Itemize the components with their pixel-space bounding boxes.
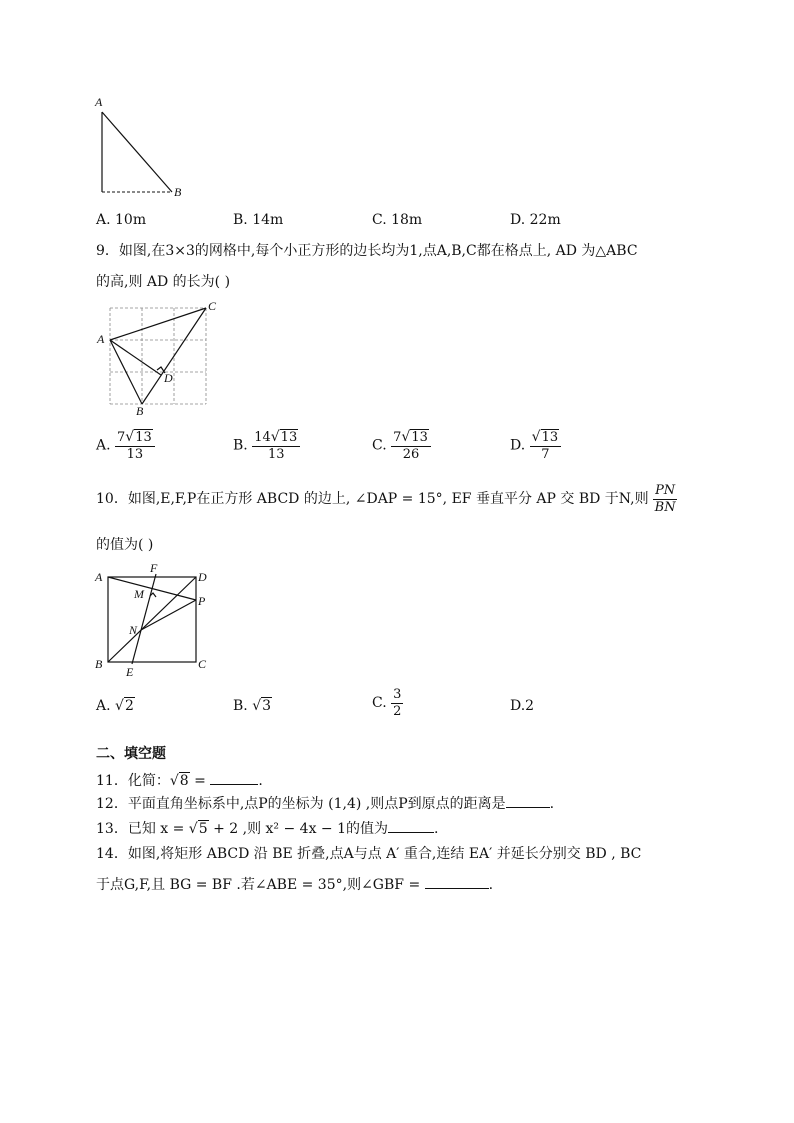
q10-question-line1 — [96, 484, 677, 514]
q8-label-b: B — [174, 185, 182, 199]
q9-option-c[interactable]: C. $\frac{7√13}{26}$ — [372, 430, 431, 461]
q9-option-b[interactable]: B. $\frac{14√13}{13}$ — [233, 430, 300, 461]
q11-question: 11．化简：√8 = . — [96, 773, 263, 789]
q10-label-m: M — [134, 587, 144, 601]
q10-option-a[interactable]: A. √2 — [96, 698, 134, 714]
q10-question-text: 10．如图,E,F,P在正方形 ABCD 的边上, ∠DAP = 15°, EF 垂直平分 AP 交 BD 于N,则 — [96, 491, 649, 508]
q11-answer-blank[interactable] — [210, 784, 258, 785]
q8-option-b[interactable]: B. 14m — [233, 212, 284, 228]
q10-option-d[interactable]: D.2 — [510, 698, 535, 714]
q8-label-a: A — [95, 95, 103, 109]
q10-label-e: E — [126, 665, 134, 679]
q9-label-a: A — [97, 332, 105, 346]
q8-option-a[interactable]: A. 10m — [96, 212, 147, 228]
q10-label-d: D — [198, 570, 207, 584]
q10-label-p: P — [198, 594, 206, 608]
q14-question-line2: 于点G,F,且 BG = BF .若∠ABE = 35°,则∠GBF = . — [96, 877, 494, 893]
q10-label-c: C — [198, 657, 207, 671]
q9-question-line2: 的高,则 AD 的长为( ) — [96, 274, 231, 290]
section-heading-fill-in: 二、填空题 — [96, 746, 166, 762]
q9-label-d: D — [164, 371, 173, 385]
q10-ratio-fraction: $\frac{PN}{BN}$ — [654, 483, 676, 515]
q9-label-c: C — [208, 299, 217, 313]
q12-answer-blank[interactable] — [506, 807, 550, 808]
q10-label-f: F — [150, 561, 158, 575]
q10-label-a: A — [95, 570, 103, 584]
q10-option-c[interactable]: C. $\frac{3}{2}$ — [372, 687, 402, 719]
q8-option-c[interactable]: C. 18m — [372, 212, 423, 228]
q8-triangle-figure — [94, 94, 190, 200]
q14-question-line1: 14．如图,将矩形 ABCD 沿 BE 折叠,点A与点 A′ 重合,连结 EA′ 并延长分别交 BD , BC — [96, 846, 642, 862]
q13-answer-blank[interactable] — [388, 832, 434, 833]
q9-label-b: B — [136, 404, 144, 416]
q9-question-line1: 9．如图,在3×3的网格中,每个小正方形的边长均为1,点A,B,C都在格点上, AD 为△ABC — [96, 243, 638, 259]
q12-question: 12．平面直角坐标系中,点P的坐标为 (1,4) ,则点P到原点的距离是 . — [96, 796, 555, 812]
q10-question-line2: 的值为( ) — [96, 537, 154, 553]
q13-question: 13．已知 x = √5 + 2 ,则 x² − 4x − 1的值为 . — [96, 821, 439, 837]
q9-grid-figure — [94, 298, 224, 416]
q10-option-b[interactable]: B. √3 — [233, 698, 272, 714]
q9-option-d[interactable]: D. $\frac{√13}{7}$ — [510, 430, 561, 461]
q9-option-a[interactable]: A. $\frac{7√13}{13}$ — [96, 430, 155, 461]
q10-label-n: N — [129, 623, 138, 637]
q10-label-b: B — [95, 657, 103, 671]
q14-answer-blank[interactable] — [425, 888, 489, 889]
q8-option-d[interactable]: D. 22m — [510, 212, 561, 228]
q10-square-figure — [94, 560, 222, 680]
